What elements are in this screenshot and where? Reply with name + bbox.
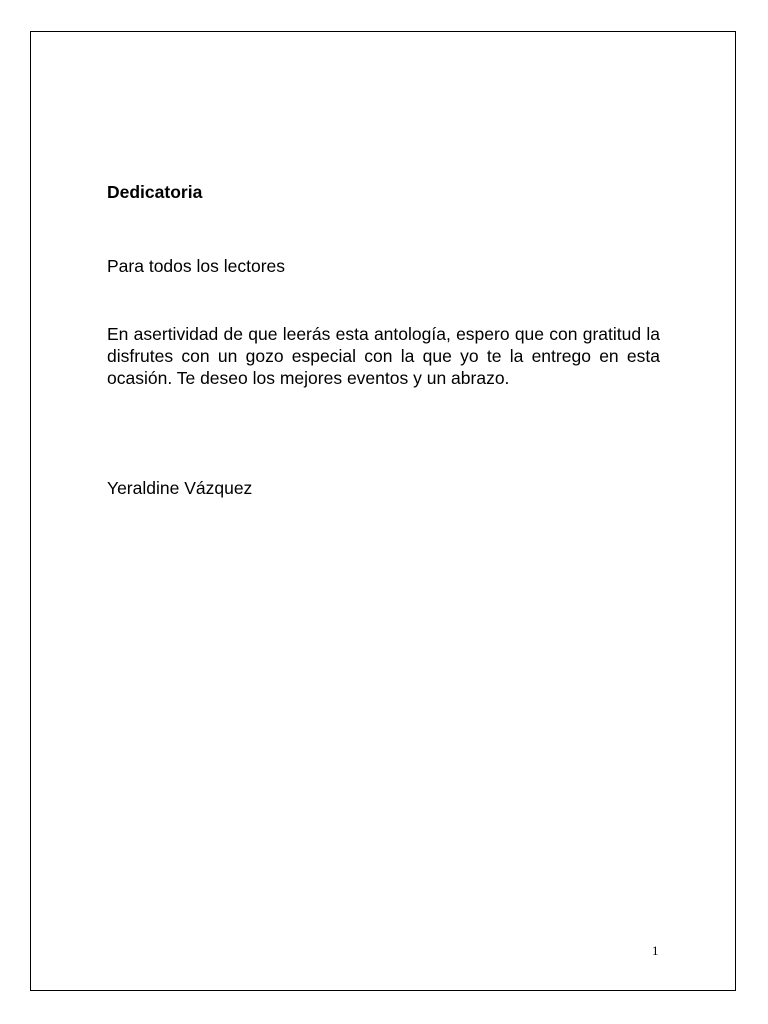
page-frame — [30, 31, 736, 991]
author-signature: Yeraldine Vázquez — [107, 478, 253, 498]
dedication-body: En asertividad de que leerás esta antología, espero que con gratitud la disfrutes con un gozo especial con la que yo te la entrego en esta ocasión. Te deseo los mejores eventos y un abrazo. — [107, 324, 660, 388]
dedication-subtitle: Para todos los lectores — [107, 256, 286, 276]
dedication-heading: Dedicatoria — [107, 182, 203, 202]
page-number: 1 — [652, 943, 659, 958]
